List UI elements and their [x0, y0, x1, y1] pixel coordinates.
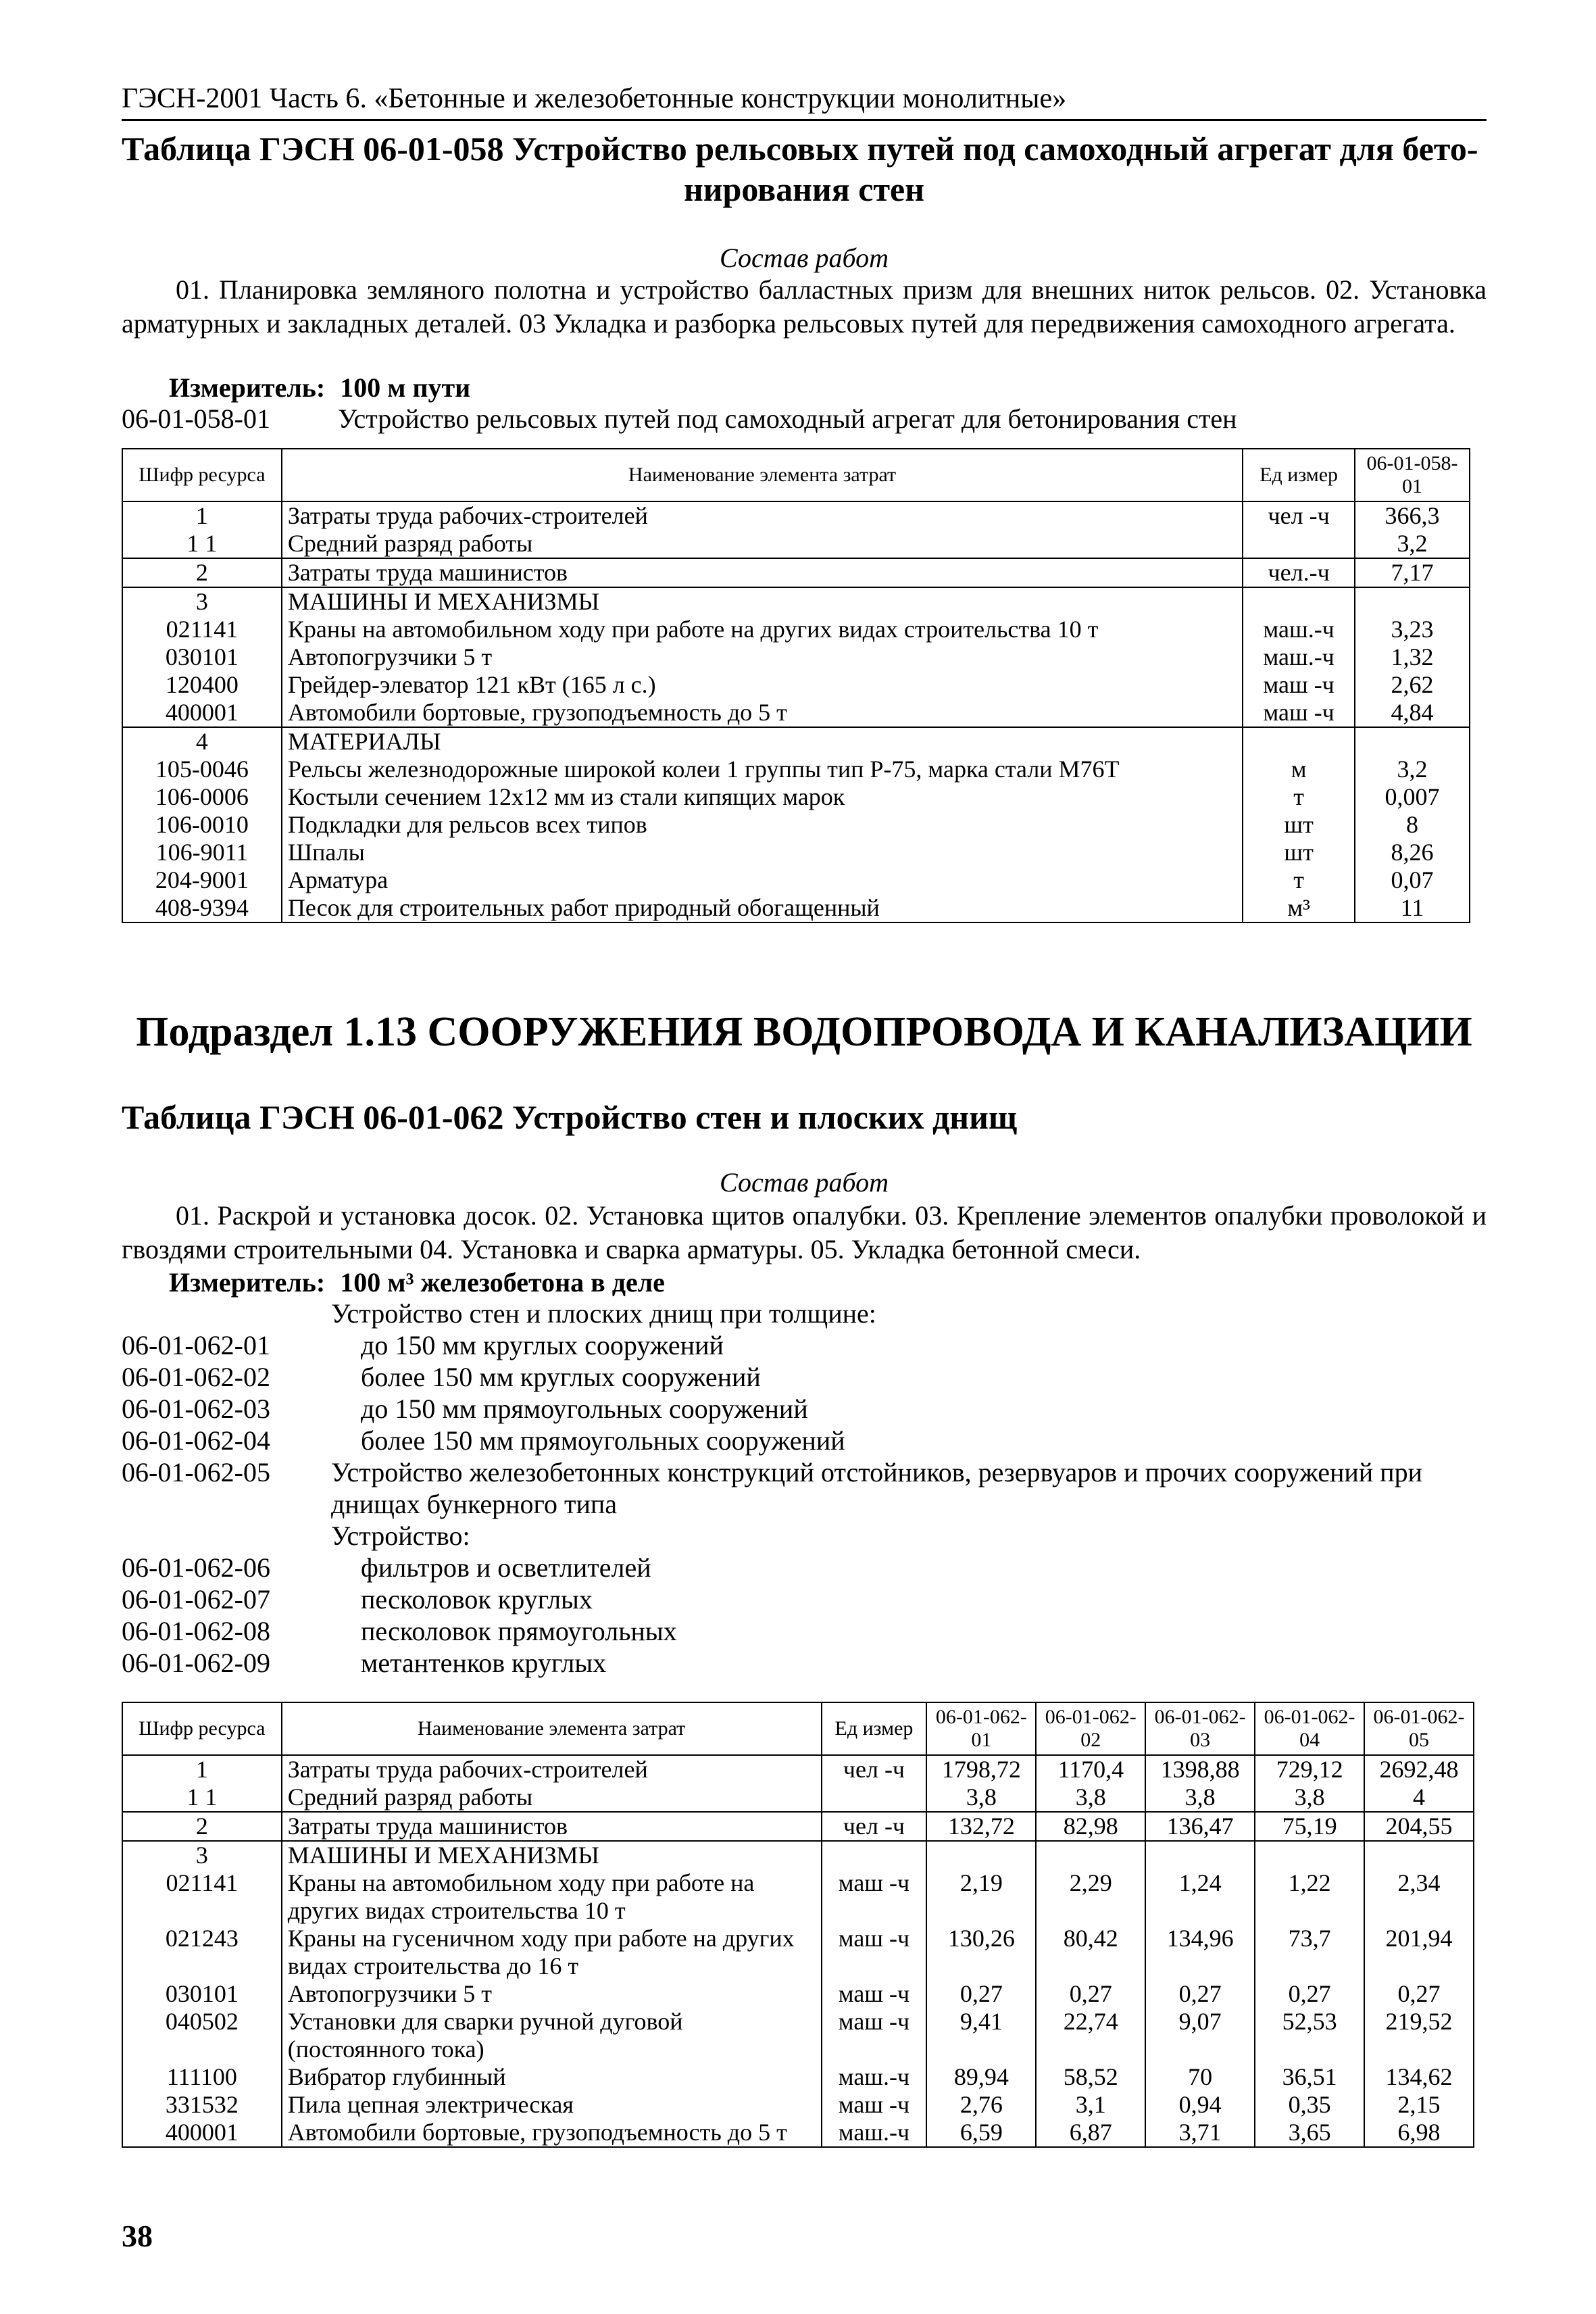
norm-list-item [122, 1583, 1487, 1615]
table-cell: 021141 [122, 1869, 282, 1925]
table-cell: 52,53 [1255, 2008, 1364, 2063]
norm-list-item [122, 1393, 1487, 1425]
table-cell: 0,27 [926, 1980, 1036, 2008]
table-cell: 331532 [122, 2091, 282, 2119]
norm-list-item [122, 1456, 1487, 1520]
table-cell: Краны на автомобильном ходу при работе на других видах строительства 10 т [282, 616, 1243, 643]
table-cell: 6,87 [1036, 2119, 1145, 2147]
table-header-row [122, 449, 1470, 501]
table-cell: маш -ч [822, 1925, 927, 1980]
table-cell: 4 [1364, 1783, 1474, 1812]
table-cell: чел -ч [1243, 501, 1355, 530]
table-cell: Шпалы [282, 839, 1243, 866]
table-cell: 106-9011 [122, 839, 282, 866]
table-cell: 1 [122, 1755, 282, 1783]
table-row [122, 643, 1470, 671]
table-cell: 0,27 [1036, 1980, 1145, 2008]
table-cell: Средний разряд работы [282, 530, 1243, 558]
table-cell: маш.-ч [822, 2063, 927, 2091]
table-cell: Вибратор глубинный [282, 2063, 822, 2091]
table-cell: 030101 [122, 1980, 282, 2008]
table-cell: Установки для сварки ручной дуговой (постоянного тока) [282, 2008, 822, 2063]
norm-list-item [122, 1647, 1487, 1679]
table-row [122, 1755, 1474, 1783]
table-cell: маш.-ч [1243, 616, 1355, 643]
table-cell: 1398,88 [1145, 1755, 1255, 1783]
norm-text: песколовок круглых [361, 1584, 593, 1615]
table-cell: шт [1243, 839, 1355, 866]
table2-work-text: 01. Раскрой и установка досок. 02. Установка щитов опалубки. 03. Крепление элементов опалубки проволокой и гвоздями строительными 04. Установка и сварка арматуры. 05. Укладка бетонной смеси. [122, 1200, 1487, 1264]
table-cell: 7,17 [1355, 558, 1470, 587]
resource-table-2 [122, 1702, 1474, 2148]
norm-code: 06-01-062-06 [122, 1552, 270, 1583]
table-cell: маш -ч [822, 2008, 927, 2063]
table-cell: шт [1243, 811, 1355, 839]
table-cell: Автомобили бортовые, грузоподъемность до 5 т [282, 2119, 822, 2147]
table-cell: 9,07 [1145, 2008, 1255, 2063]
table-cell: т [1243, 783, 1355, 811]
norm-code [122, 1520, 331, 1552]
table-cell: чел -ч [822, 1812, 927, 1841]
table-row [122, 727, 1470, 756]
table-cell: 021243 [122, 1925, 282, 1980]
header-cell: Ед измер [1243, 449, 1355, 501]
table-cell: 2 [122, 558, 282, 587]
table-cell [822, 1783, 927, 1812]
header-cell: 06-01-062-01 [926, 1702, 1036, 1755]
table-cell: 408-9394 [122, 894, 282, 922]
norm-list-item [122, 1552, 1487, 1583]
table-cell: 80,42 [1036, 1925, 1145, 1980]
table-cell: 106-0006 [122, 783, 282, 811]
table-cell: Грейдер-элеватор 121 кВт (165 л с.) [282, 671, 1243, 699]
table-cell: 030101 [122, 643, 282, 671]
table-cell: 4 [122, 727, 282, 756]
table-row [122, 530, 1470, 558]
table-cell: 134,62 [1364, 2063, 1474, 2091]
table1-title-line2: нирования стен [683, 170, 925, 208]
table-cell: 70 [1145, 2063, 1255, 2091]
izmeritel-value: 100 м³ железобетона в деле [340, 1267, 665, 1298]
table-row [122, 1869, 1474, 1925]
header-cell: Наименование элемента затрат [282, 449, 1243, 501]
table-cell: 1 [122, 501, 282, 530]
norm-code [122, 1298, 331, 1329]
norm-code: 06-01-058-01 [122, 403, 270, 434]
norm-code: 06-01-062-07 [122, 1584, 270, 1615]
izmeritel-label: Измеритель: [169, 372, 326, 403]
table-cell: Средний разряд работы [282, 1783, 822, 1812]
norm-text: Устройство стен и плоских днищ при толщине: [331, 1298, 876, 1329]
table-cell: маш -ч [822, 1980, 927, 2008]
table-row [122, 699, 1470, 727]
izmeritel-value: 100 м пути [340, 372, 471, 403]
table-cell: 8 [1355, 811, 1470, 839]
table1-sostav-heading: Состав работ [720, 243, 889, 273]
table-cell: 3,65 [1255, 2119, 1364, 2147]
table-cell: маш -ч [822, 1869, 927, 1925]
norm-code: 06-01-062-05 [122, 1457, 270, 1487]
table-header-row [122, 1702, 1474, 1755]
table-cell: МАШИНЫ И МЕХАНИЗМЫ [282, 1841, 822, 1869]
table-cell: Костыли сечением 12х12 мм из стали кипящих марок [282, 783, 1243, 811]
table-cell: 0,27 [1145, 1980, 1255, 2008]
table-cell: 0,07 [1355, 866, 1470, 894]
norm-text: Устройство железобетонных конструкций отстойников, резервуаров и прочих сооружений при днищах бункерного типа [331, 1457, 1422, 1519]
table-cell: маш.-ч [822, 2119, 927, 2147]
page-number: 38 [122, 2219, 153, 2253]
table-cell: Затраты труда рабочих-строителей [282, 1755, 822, 1783]
table2-sostav-heading: Состав работ [720, 1167, 889, 1198]
table-cell: 2,19 [926, 1869, 1036, 1925]
table1-title-line1: Таблица ГЭСН 06-01-058 Устройство рельсовых путей под самоходный агрегат для бето- [122, 130, 1478, 168]
table-cell: 36,51 [1255, 2063, 1364, 2091]
table-row [122, 894, 1470, 922]
subsection-title: Подраздел 1.13 СООРУЖЕНИЯ ВОДОПРОВОДА И КАНАЛИЗАЦИИ [136, 1009, 1472, 1055]
table-cell: 201,94 [1364, 1925, 1474, 1980]
resource-table-1 [122, 448, 1470, 923]
table-cell: 105-0046 [122, 756, 282, 783]
header-cell: 06-01-062-02 [1036, 1702, 1145, 1755]
norm-list-item [122, 1329, 1487, 1361]
table-cell: 75,19 [1255, 1812, 1364, 1841]
table-cell: чел.-ч [1243, 558, 1355, 587]
norm-text: метантенков круглых [361, 1648, 607, 1678]
norm-text: до 150 мм круглых сооружений [361, 1330, 724, 1360]
table-cell [926, 1841, 1036, 1869]
table-cell: МАШИНЫ И МЕХАНИЗМЫ [282, 587, 1243, 616]
running-header: ГЭСН-2001 Часть 6. «Бетонные и железобетонные конструкции монолитные» [122, 82, 1487, 121]
table-cell: 1,32 [1355, 643, 1470, 671]
izmeritel-label: Измеритель: [169, 1267, 326, 1298]
table-cell: 3,8 [1036, 1783, 1145, 1812]
table-row [122, 671, 1470, 699]
norm-text: Устройство рельсовых путей под самоходный агрегат для бетонирования стен [338, 403, 1237, 434]
table-row [122, 866, 1470, 894]
table-row [122, 587, 1470, 616]
table-cell: 2,15 [1364, 2091, 1474, 2119]
header-cell: Ед измер [822, 1702, 927, 1755]
table-cell: 134,96 [1145, 1925, 1255, 1980]
table-cell: 2,62 [1355, 671, 1470, 699]
table-cell: 22,74 [1036, 2008, 1145, 2063]
norm-list-item [122, 1520, 1487, 1552]
table-cell: маш -ч [1243, 699, 1355, 727]
norm-code: 06-01-062-02 [122, 1362, 270, 1392]
table-cell: 6,59 [926, 2119, 1036, 2147]
table-cell: Песок для строительных работ природный обогащенный [282, 894, 1243, 922]
table-cell: 729,12 [1255, 1755, 1364, 1783]
table2-title: Таблица ГЭСН 06-01-062 Устройство стен и плоских днищ [122, 1098, 1018, 1136]
table-row [122, 2008, 1474, 2063]
table-row [122, 1841, 1474, 1869]
norm-list [122, 1298, 1487, 1679]
table-cell: 400001 [122, 699, 282, 727]
table-cell: 132,72 [926, 1812, 1036, 1841]
table-cell: 0,27 [1255, 1980, 1364, 2008]
table-cell: Арматура [282, 866, 1243, 894]
table-cell: 11 [1355, 894, 1470, 922]
norm-text: более 150 мм круглых сооружений [361, 1362, 761, 1392]
header-cell: Наименование элемента затрат [282, 1702, 822, 1755]
norm-list-item [122, 1425, 1487, 1456]
table-cell: 3,71 [1145, 2119, 1255, 2147]
table-cell: 1 1 [122, 1783, 282, 1812]
table-cell: 204-9001 [122, 866, 282, 894]
table-cell: 400001 [122, 2119, 282, 2147]
norm-text: фильтров и осветлителей [361, 1552, 651, 1583]
table-cell: маш -ч [1243, 671, 1355, 699]
table-cell: маш -ч [822, 2091, 927, 2119]
table-cell: Затраты труда машинистов [282, 1812, 822, 1841]
table-cell: 1170,4 [1036, 1755, 1145, 1783]
table1-norm-line [122, 403, 1237, 435]
table-cell: Пила цепная электрическая [282, 2091, 822, 2119]
header-cell: 06-01-062-03 [1145, 1702, 1255, 1755]
table-row [122, 1812, 1474, 1841]
table-cell: 58,52 [1036, 2063, 1145, 2091]
table-cell: 3,23 [1355, 616, 1470, 643]
table-row [122, 756, 1470, 783]
table-row [122, 2091, 1474, 2119]
table-cell: 111100 [122, 2063, 282, 2091]
table-cell: 3 [122, 587, 282, 616]
table-cell: Краны на автомобильном ходу при работе на других видах строительства 10 т [282, 1869, 822, 1925]
table-cell: 3 [122, 1841, 282, 1869]
table-cell: 0,27 [1364, 1980, 1474, 2008]
table-cell: Подкладки для рельсов всех типов [282, 811, 1243, 839]
norm-code: 06-01-062-01 [122, 1330, 270, 1360]
table-cell: 106-0010 [122, 811, 282, 839]
table-row [122, 1925, 1474, 1980]
table-cell: 2,34 [1364, 1869, 1474, 1925]
table-cell [1145, 1841, 1255, 1869]
table1-work-text: 01. Планировка земляного полотна и устройство балластных призм для внешних ниток рельсов. 02. Установка арматурных и закладных деталей. 03 Укладка и разборка рельсовых путей для передвижения самоходного агрегата. [122, 274, 1487, 339]
table-row [122, 1783, 1474, 1812]
table-cell: т [1243, 866, 1355, 894]
norm-list-item [122, 1298, 1487, 1329]
table-cell: 0,007 [1355, 783, 1470, 811]
table-cell: 366,3 [1355, 501, 1470, 530]
table-cell: Автопогрузчики 5 т [282, 1980, 822, 2008]
table-cell: Автомобили бортовые, грузоподъемность до 5 т [282, 699, 1243, 727]
table-cell: Рельсы железнодорожные широкой колеи 1 группы тип Р-75, марка стали М76Т [282, 756, 1243, 783]
table-cell [1243, 727, 1355, 756]
norm-code: 06-01-062-08 [122, 1616, 270, 1646]
table-cell: 0,94 [1145, 2091, 1255, 2119]
norm-text: Устройство: [331, 1521, 470, 1551]
table-cell: 73,7 [1255, 1925, 1364, 1980]
table-cell [1355, 727, 1470, 756]
header-cell: Шифр ресурса [122, 1702, 282, 1755]
header-cell: 06-01-062-05 [1364, 1702, 1474, 1755]
table-cell: 040502 [122, 2008, 282, 2063]
table-cell: м³ [1243, 894, 1355, 922]
table-row [122, 839, 1470, 866]
table-cell: 3,1 [1036, 2091, 1145, 2119]
table-cell [1255, 1841, 1364, 1869]
table-cell: 4,84 [1355, 699, 1470, 727]
table-cell [1355, 587, 1470, 616]
table-cell: Автопогрузчики 5 т [282, 643, 1243, 671]
table-cell: 3,2 [1355, 530, 1470, 558]
table-row [122, 1980, 1474, 2008]
table1-izmeritel [169, 372, 470, 403]
table-row [122, 783, 1470, 811]
table-cell: 3,8 [926, 1783, 1036, 1812]
table-cell: 1798,72 [926, 1755, 1036, 1783]
table-cell: 9,41 [926, 2008, 1036, 2063]
table-cell: 1 1 [122, 530, 282, 558]
table-cell: 2,76 [926, 2091, 1036, 2119]
table-cell: 130,26 [926, 1925, 1036, 1980]
table-cell: 6,98 [1364, 2119, 1474, 2147]
table-cell [1364, 1841, 1474, 1869]
table-cell: 8,26 [1355, 839, 1470, 866]
table-cell: 3,2 [1355, 756, 1470, 783]
table-cell [1243, 587, 1355, 616]
table-cell [1243, 530, 1355, 558]
table-cell: 0,35 [1255, 2091, 1364, 2119]
table-row [122, 616, 1470, 643]
table-cell: Затраты труда машинистов [282, 558, 1243, 587]
table-cell: 1,22 [1255, 1869, 1364, 1925]
table-cell: 219,52 [1364, 2008, 1474, 2063]
table-cell [822, 1841, 927, 1869]
table-cell: 021141 [122, 616, 282, 643]
norm-code: 06-01-062-04 [122, 1425, 270, 1456]
table-cell: 120400 [122, 671, 282, 699]
table-cell: маш.-ч [1243, 643, 1355, 671]
table-cell: МАТЕРИАЛЫ [282, 727, 1243, 756]
norm-code: 06-01-062-09 [122, 1648, 270, 1678]
table-cell: 2692,48 [1364, 1755, 1474, 1783]
table-row [122, 2119, 1474, 2147]
table-row [122, 811, 1470, 839]
table-row [122, 558, 1470, 587]
table-cell: 82,98 [1036, 1812, 1145, 1841]
norm-list-item [122, 1361, 1487, 1393]
table2-izmeritel [169, 1266, 665, 1298]
header-cell: Шифр ресурса [122, 449, 282, 501]
table-row [122, 2063, 1474, 2091]
table-cell: 1,24 [1145, 1869, 1255, 1925]
table1-title [122, 128, 1487, 210]
norm-text: более 150 мм прямоугольных сооружений [361, 1425, 845, 1456]
norm-text: до 150 мм прямоугольных сооружений [361, 1394, 808, 1424]
table-cell: 89,94 [926, 2063, 1036, 2091]
table-cell: 136,47 [1145, 1812, 1255, 1841]
norm-text: песколовок прямоугольных [361, 1616, 677, 1646]
norm-code: 06-01-062-03 [122, 1394, 270, 1424]
header-cell: 06-01-058-01 [1355, 449, 1470, 501]
table-cell [1036, 1841, 1145, 1869]
header-cell: 06-01-062-04 [1255, 1702, 1364, 1755]
table-row [122, 501, 1470, 530]
table-cell: 3,8 [1145, 1783, 1255, 1812]
table-cell: чел -ч [822, 1755, 927, 1783]
table-cell: м [1243, 756, 1355, 783]
table-cell: 3,8 [1255, 1783, 1364, 1812]
table-cell: Затраты труда рабочих-строителей [282, 501, 1243, 530]
table-cell: 204,55 [1364, 1812, 1474, 1841]
table-cell: Краны на гусеничном ходу при работе на других видах строительства до 16 т [282, 1925, 822, 1980]
table-cell: 2 [122, 1812, 282, 1841]
table-cell: 2,29 [1036, 1869, 1145, 1925]
norm-list-item [122, 1615, 1487, 1647]
